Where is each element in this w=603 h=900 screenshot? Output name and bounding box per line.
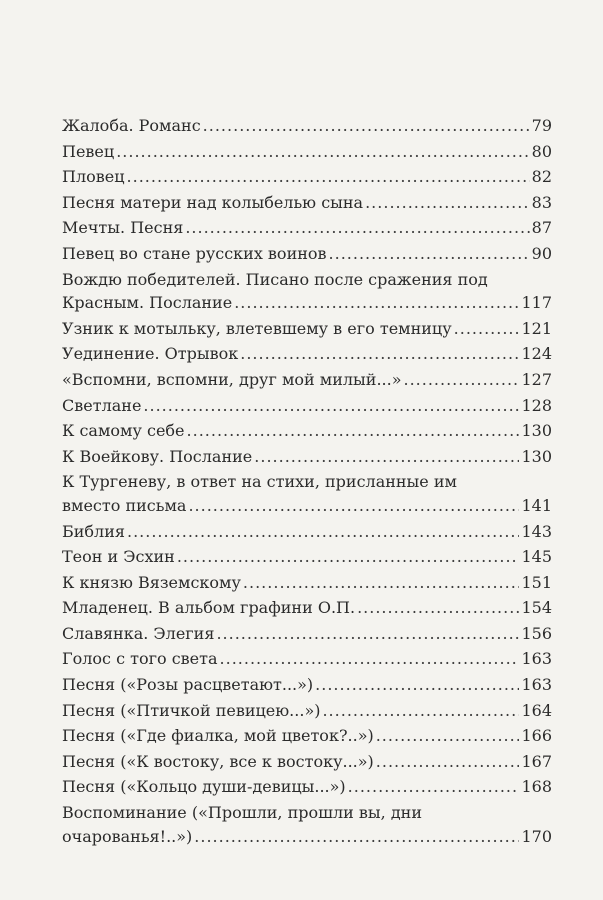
toc-line <box>62 114 552 138</box>
toc-entry <box>62 750 552 774</box>
toc-entry-title: вместо письма <box>62 495 187 515</box>
toc-entry <box>62 317 552 341</box>
toc-entry <box>62 394 552 418</box>
toc-page-number: 124 <box>521 344 552 364</box>
toc-page-number: 130 <box>521 421 552 441</box>
toc-entry-title: Жалоба. Романс <box>62 116 201 135</box>
toc-line <box>62 291 552 315</box>
toc-page-number: 87 <box>531 218 552 238</box>
toc-page-number: 151 <box>521 572 552 592</box>
toc-page-number: 170 <box>521 826 552 846</box>
toc-entry-title: Певец во стане русских воинов <box>62 243 327 263</box>
toc-page-number: 166 <box>521 726 552 746</box>
toc-entry <box>62 801 552 848</box>
dot-leader <box>127 165 530 189</box>
dot-leader <box>116 140 529 164</box>
toc-entry <box>62 191 552 215</box>
toc-entry <box>62 775 552 799</box>
toc-page-number: 82 <box>531 167 552 187</box>
toc-entry-title: Песня матери над колыбелью сына <box>62 192 364 212</box>
toc-entry <box>62 724 552 748</box>
toc-entry-title: Теон и Эсхин <box>62 547 175 567</box>
toc-entry <box>62 140 552 164</box>
toc-entry <box>62 419 552 443</box>
toc-entry <box>62 545 552 569</box>
toc-entry-title: Славянка. Элегия <box>62 623 215 643</box>
dot-leader <box>194 825 519 849</box>
toc-line <box>62 140 552 164</box>
toc-entry <box>62 647 552 671</box>
toc-line <box>62 470 552 494</box>
toc-entry <box>62 622 552 646</box>
dot-leader <box>454 317 520 341</box>
dot-leader <box>254 445 519 469</box>
toc-line <box>62 342 552 366</box>
toc-entry <box>62 268 552 315</box>
dot-leader <box>329 242 530 266</box>
toc-page-number: 83 <box>531 192 552 212</box>
toc-entry-title: К самому себе <box>62 421 185 441</box>
toc-entry-title: Вождю победителей. Писано после сражения под <box>62 269 488 289</box>
toc-entry-title: Мечты. Песня <box>62 218 184 238</box>
toc-line <box>62 216 552 240</box>
toc-entry-title: Певец <box>62 141 115 161</box>
toc-page-number: 145 <box>521 547 552 567</box>
dot-leader <box>220 647 520 671</box>
toc-entry-title: Младенец. В альбом графини О.П. <box>62 598 356 618</box>
dot-leader <box>234 291 519 315</box>
toc-entry-title: Песня («Кольцо души-девицы...») <box>62 777 346 797</box>
toc-entry-title: «Вспомни, вспомни, друг мой милый...» <box>62 369 402 389</box>
toc-line <box>62 494 552 518</box>
dot-leader <box>322 699 519 723</box>
toc-page-number: 141 <box>521 495 552 515</box>
toc-page-number: 163 <box>521 675 552 695</box>
toc-page-number: 130 <box>521 446 552 466</box>
toc-entry-title: Воспоминание («Прошли, прошли вы, дни <box>62 803 422 823</box>
toc-line <box>62 622 552 646</box>
toc-line <box>62 520 552 544</box>
dot-leader <box>243 571 520 595</box>
toc-entry-title: Уединение. Отрывок <box>62 344 239 364</box>
toc-entry-title: Песня («Птичкой певицею...») <box>62 700 321 720</box>
toc-entry <box>62 520 552 544</box>
toc-line <box>62 673 552 697</box>
toc-entry <box>62 596 552 620</box>
toc-entry-title: Библия <box>62 521 125 541</box>
toc-page-number: 154 <box>521 598 552 618</box>
dot-leader <box>188 494 519 518</box>
toc-page-number: 168 <box>521 777 552 797</box>
toc-page-number: 79 <box>531 116 552 135</box>
toc-entry <box>62 342 552 366</box>
toc-entry <box>62 445 552 469</box>
toc-entry <box>62 470 552 517</box>
toc-line <box>62 699 552 723</box>
toc-line <box>62 647 552 671</box>
toc-page-number: 128 <box>521 395 552 415</box>
toc-page-number: 143 <box>521 521 552 541</box>
toc-entry-title: Песня («К востоку, все к востоку...») <box>62 751 374 771</box>
toc-line <box>62 445 552 469</box>
toc-line <box>62 242 552 266</box>
dot-leader <box>365 191 530 215</box>
toc-line <box>62 165 552 189</box>
toc-line <box>62 571 552 595</box>
toc-entry <box>62 673 552 697</box>
toc-entry-title: Узник к мотыльку, влетевшему в его темницу <box>62 318 452 338</box>
toc-page-number: 90 <box>531 243 552 263</box>
dot-leader <box>403 368 519 392</box>
toc-line <box>62 750 552 774</box>
toc-line <box>62 394 552 418</box>
toc-entry <box>62 571 552 595</box>
dot-leader <box>357 596 519 620</box>
dot-leader <box>240 342 519 366</box>
toc-entry-title: Красным. Послание <box>62 293 233 313</box>
toc-line <box>62 368 552 392</box>
toc-entry-title: Светлане <box>62 395 142 415</box>
toc-entry-title: Песня («Розы расцветают...») <box>62 675 314 695</box>
toc-page-number: 163 <box>521 649 552 669</box>
toc-entry <box>62 165 552 189</box>
toc-entry <box>62 242 552 266</box>
toc-line <box>62 545 552 569</box>
toc-entry <box>62 368 552 392</box>
dot-leader <box>143 394 519 418</box>
toc-page-number: 121 <box>521 318 552 338</box>
dot-leader <box>376 724 520 748</box>
dot-leader <box>216 622 519 646</box>
toc-line <box>62 825 552 849</box>
toc-entry-title: К Тургеневу, в ответ на стихи, присланные им <box>62 472 457 492</box>
dot-leader <box>187 419 520 443</box>
toc-line <box>62 596 552 620</box>
toc-page-number: 117 <box>521 293 552 313</box>
dot-leader <box>177 545 520 569</box>
dot-leader <box>127 520 519 544</box>
toc-line <box>62 317 552 341</box>
toc-line <box>62 775 552 799</box>
toc-entry <box>62 216 552 240</box>
toc-page-number: 80 <box>531 141 552 161</box>
dot-leader <box>185 216 529 240</box>
toc-line <box>62 268 552 292</box>
toc-entry <box>62 699 552 723</box>
dot-leader <box>315 673 519 697</box>
dot-leader <box>376 750 520 774</box>
toc-entry-title: Голос с того света <box>62 649 218 669</box>
toc-entry-title: Песня («Где фиалка, мой цветок?..») <box>62 726 374 746</box>
dot-leader <box>348 775 520 799</box>
toc-entry-title: Пловец <box>62 167 125 187</box>
toc-line <box>62 724 552 748</box>
toc-page-number: 156 <box>521 623 552 643</box>
toc-entry-title: К князю Вяземскому <box>62 572 241 592</box>
dot-leader <box>203 114 530 138</box>
toc-page-number: 164 <box>521 700 552 720</box>
toc-entry <box>62 114 552 138</box>
table-of-contents <box>62 114 552 850</box>
toc-entry-title: очарованья!..») <box>62 826 193 846</box>
toc-line <box>62 801 552 825</box>
toc-page-number: 167 <box>521 751 552 771</box>
toc-page-number: 127 <box>521 369 552 389</box>
toc-entry-title: К Воейкову. Послание <box>62 446 253 466</box>
toc-line <box>62 419 552 443</box>
toc-line <box>62 191 552 215</box>
